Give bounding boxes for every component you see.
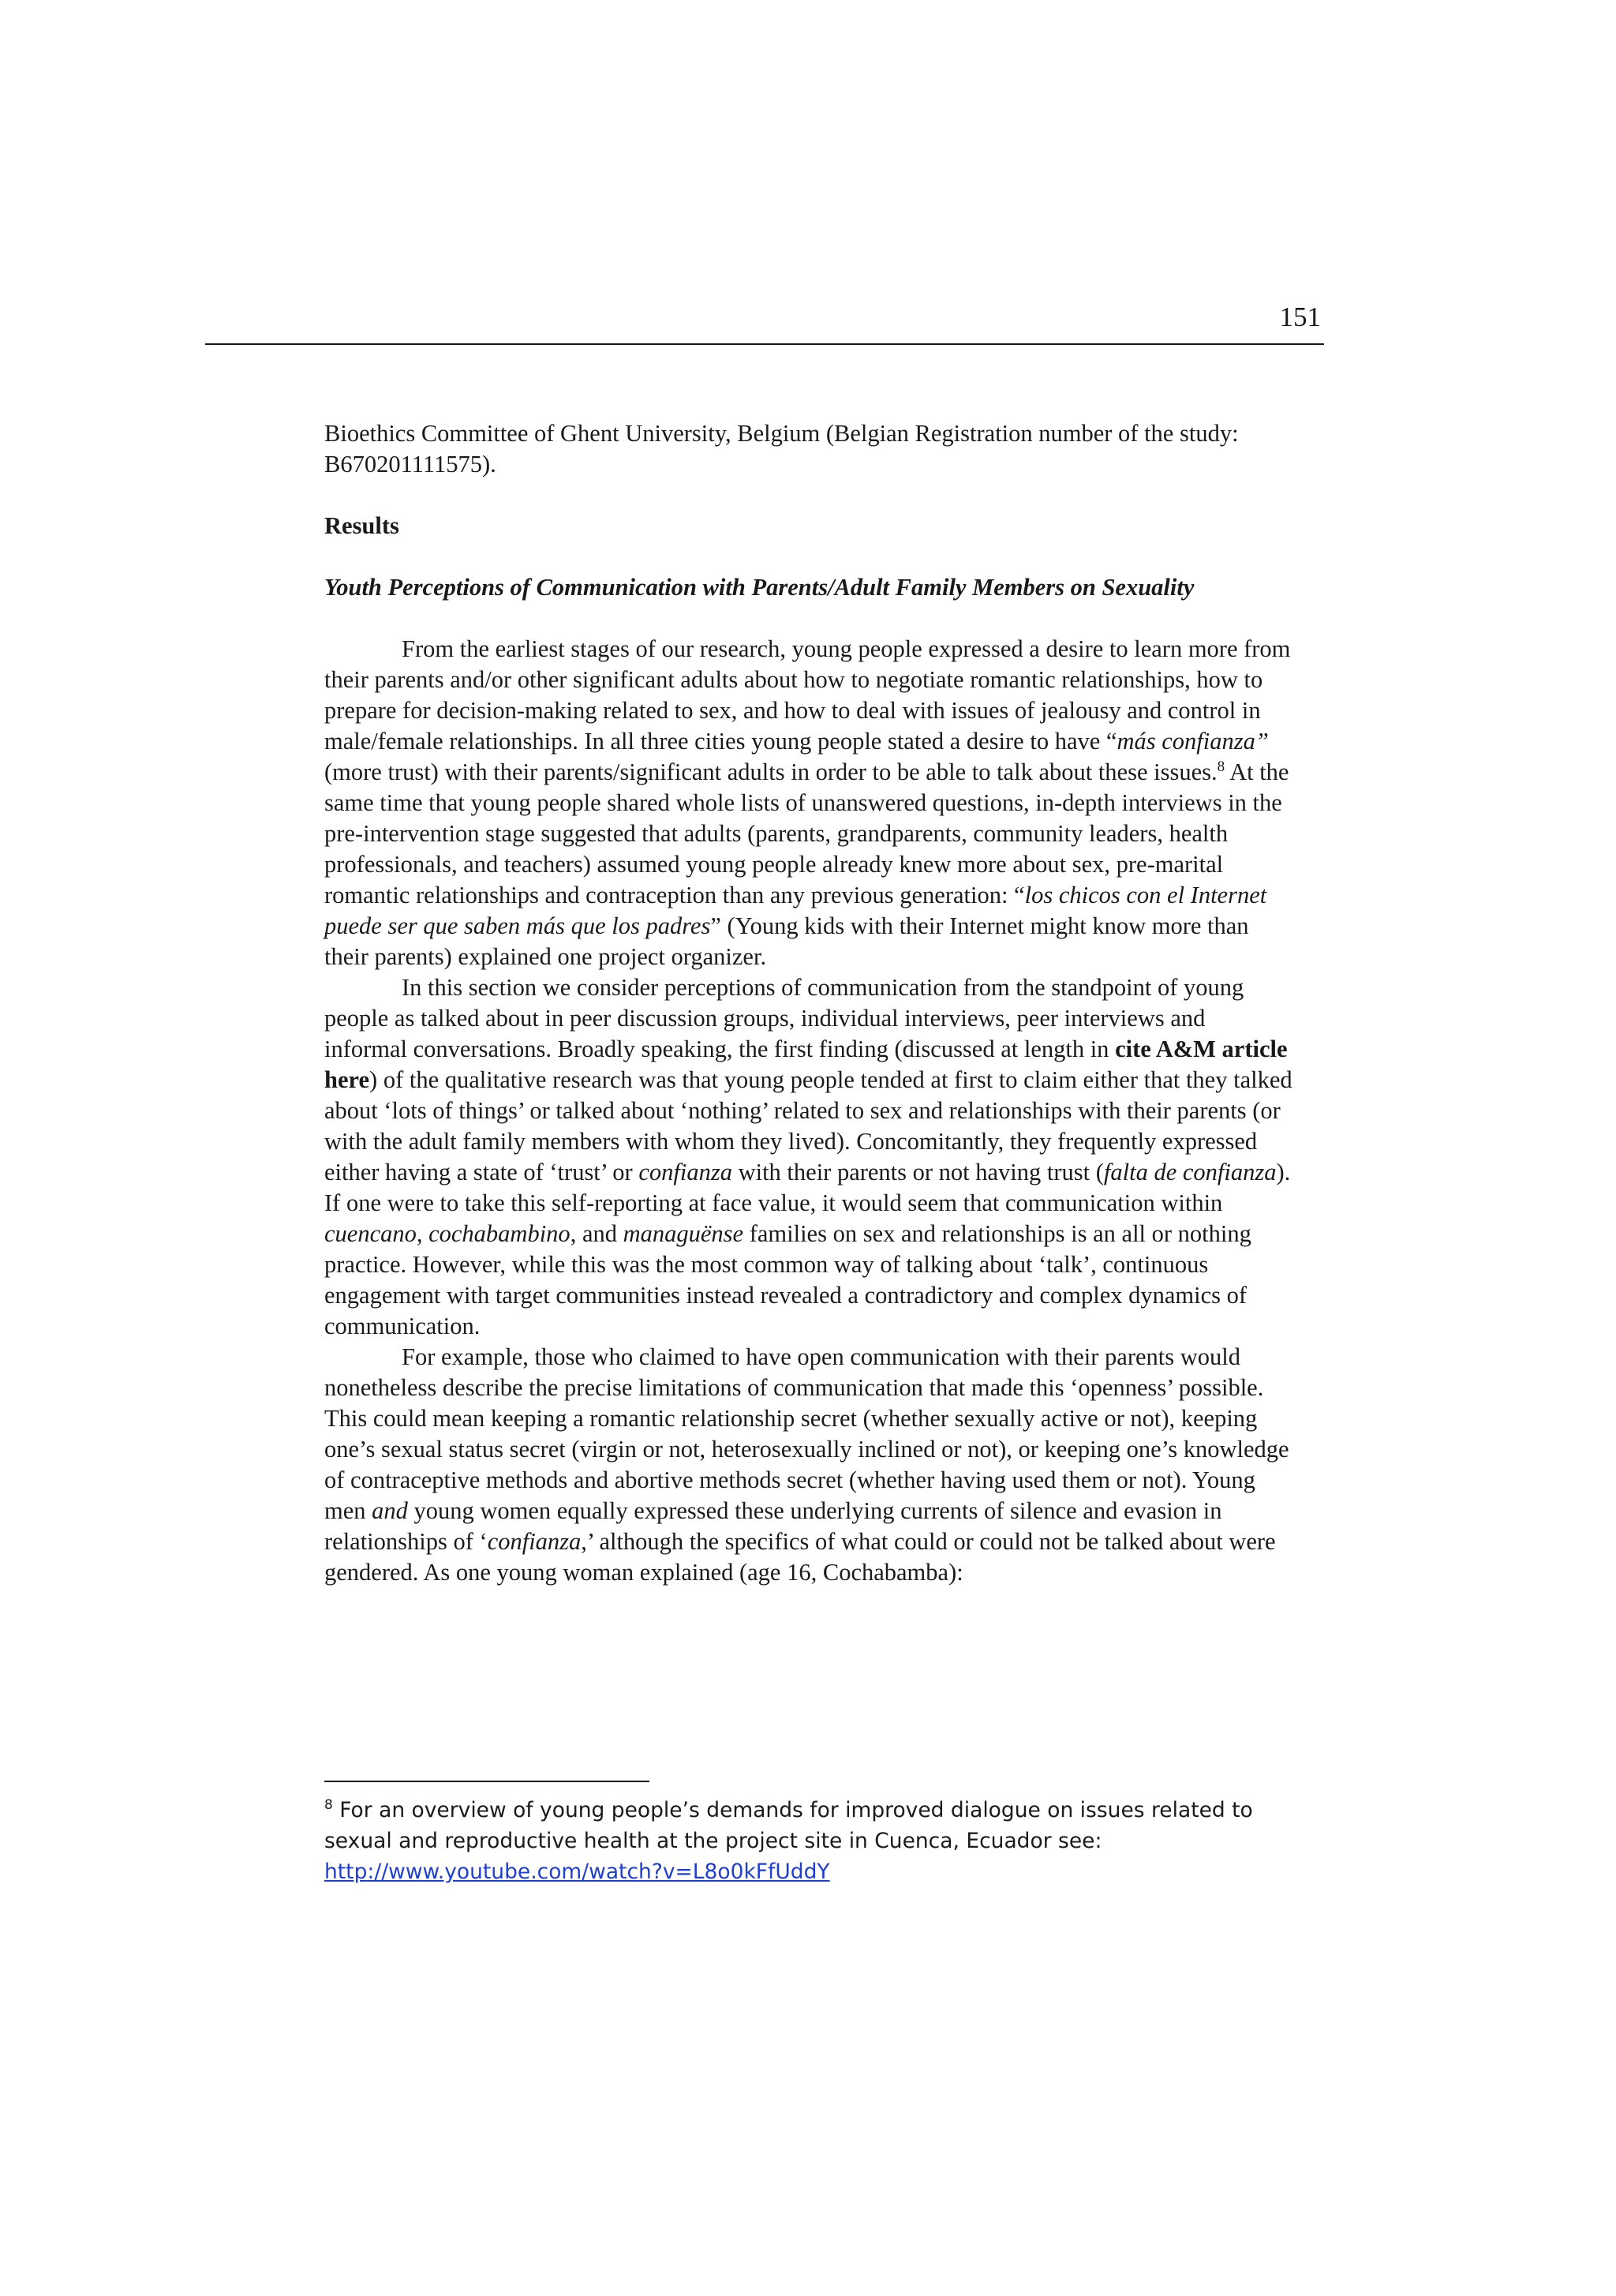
footnote-link[interactable]: http://www.youtube.com/watch?v=L8o0kFfUddY — [324, 1860, 830, 1884]
p2-text-a: In this section we consider perceptions of communication from the standpoint of young people as talked about in peer discussion groups, individual interviews, peer interviews and informal conversations. Broadly speaking, the first finding (discussed at length in — [324, 974, 1244, 1062]
footnote-reference-8[interactable]: 8 — [1217, 758, 1225, 775]
p1-text-d: At the same time that young people shared whole lists of unanswered questions, in-depth interviews in the pre-intervention stage suggested that adults (parents, grandparents, community leaders, health professionals, and teachers) assumed young people already knew more about sex, pre-marital romantic relationships and contraception than any previous generation: “ — [324, 758, 1289, 908]
p2-text-k: families on sex and relationships is an all or nothing practice. However, while this was the most common way of talking about ‘talk’, continuous engagement with target communities instead revealed a contradictory and complex dynamics of communication. — [324, 1220, 1251, 1339]
p3-text-e: ,’ although the specifics of what could or could not be talked about were gendered. As one young woman explained (age 16, Cochabamba): — [324, 1528, 1276, 1586]
p2-text-c: ) of the qualitative research was that young people tended at first to claim either that they talked about ‘lots of things’ or talked about ‘nothing’ related to sex and relationships with their parents (or with the adult family members with whom they lived). Concomitantly, they frequently expressed either having a state of ‘trust’ or — [324, 1066, 1292, 1185]
p1-text-c: (more trust) with their parents/significant adults in order to be able to talk about these issues. — [324, 758, 1218, 785]
p1-text-a: From the earliest stages of our research, young people expressed a desire to learn more from their parents and/or other significant adults about how to negotiate romantic relationships, how to prepare for decision-making related to sex, and how to deal with issues of jealousy and control in male/female relationships. In all three cities young people stated a desire to have “ — [324, 635, 1291, 755]
p2-italic-falta-de-confianza: falta de confianza — [1103, 1159, 1277, 1185]
section-heading: Results — [324, 512, 399, 539]
p2-text-i: , and — [570, 1220, 623, 1247]
p2-italic-managuense: managuënse — [623, 1220, 744, 1247]
p1-text-f: ” (Young kids with their Internet might know more than their parents) explained one project organizer. — [324, 912, 1249, 970]
p3-italic-and: and — [372, 1497, 408, 1524]
p1-italic-mas-confianza: más confianza” — [1117, 728, 1269, 755]
p2-italic-confianza: confianza — [638, 1159, 732, 1185]
p3-italic-confianza: confianza — [487, 1528, 582, 1555]
p2-text-g: ). If one were to take this self-reporting at face value, it would seem that communication within — [324, 1159, 1291, 1216]
header-rule — [205, 343, 1324, 345]
p3-text-a: For example, those who claimed to have open communication with their parents would nonetheless describe the precise limitations of communication that made this ‘openness’ possible. This could mean keeping a romantic relationship secret (whether sexually active or not), keeping one’s sexual status secret (virgin or not, heterosexually inclined or not), or keeping one’s knowledge of contraceptive methods and abortive methods secret (whether having used them or not). Young men — [324, 1343, 1289, 1524]
footnote-marker: 8 — [324, 1797, 333, 1814]
p2-italic-cuencano: cuencano, cochabambino — [324, 1220, 570, 1247]
p3-text-c: young women equally expressed these underlying currents of silence and evasion in relationships of ‘ — [324, 1497, 1222, 1555]
p2-text-e: with their parents or not having trust ( — [731, 1159, 1104, 1185]
bioethics-paragraph: Bioethics Committee of Ghent University, Belgium (Belgian Registration number of the study: B670201111575). — [324, 420, 1239, 478]
p2-bold-citation: cite A&M article here — [324, 1036, 1288, 1093]
paragraph-1 — [324, 634, 1293, 972]
main-content — [324, 418, 1293, 1588]
paragraph-3 — [324, 1342, 1293, 1588]
footnote-rule — [324, 1781, 649, 1782]
footnote-8 — [324, 1795, 1303, 1887]
subsection-heading: Youth Perceptions of Communication with Parents/Adult Family Members on Sexuality — [324, 574, 1195, 601]
page-number: 151 — [1279, 302, 1321, 332]
footnote-text: For an overview of young people’s demands for improved dialogue on issues related to sexual and reproductive health at the project site in Cuenca, Ecuador see: — [324, 1798, 1253, 1853]
paragraph-2 — [324, 972, 1293, 1342]
p1-italic-quote: los chicos con el Internet puede ser que saben más que los padres — [324, 882, 1267, 939]
